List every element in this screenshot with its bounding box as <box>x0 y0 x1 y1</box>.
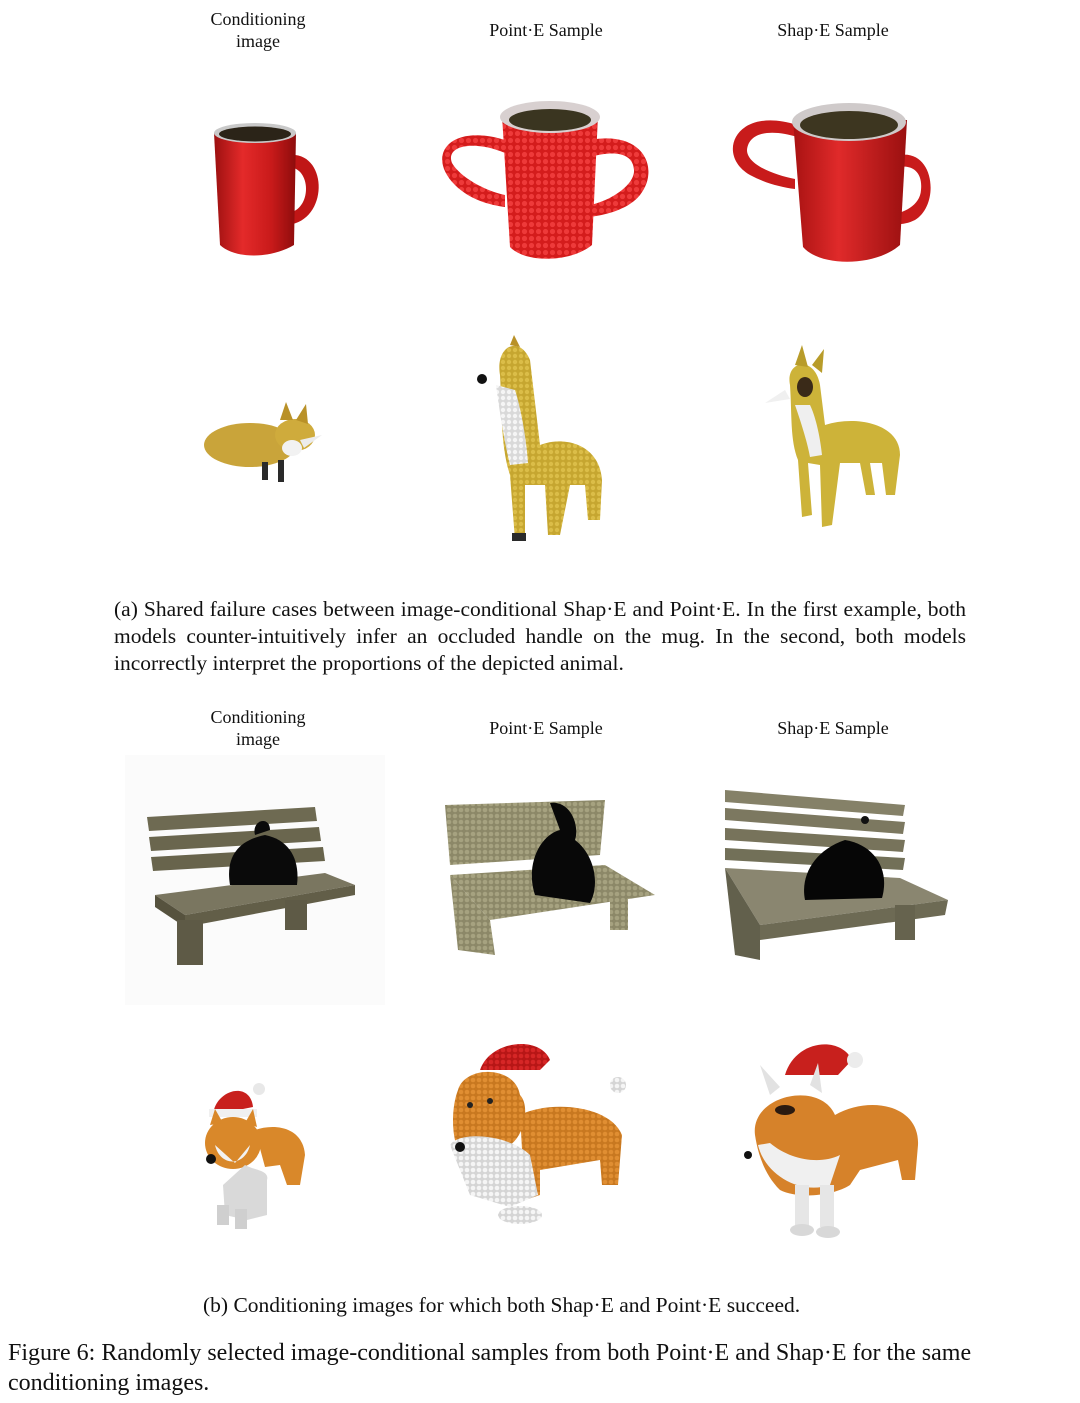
shap-e-sample-corgi-hat <box>740 1035 925 1250</box>
panel-b-header-shap-e: Shap·E Sample <box>777 718 889 738</box>
panel-a-header-shap-e: Shap·E Sample <box>777 20 889 40</box>
header-line: image <box>236 729 280 749</box>
shap-e-sample-mug <box>725 95 940 270</box>
panel-b-header-conditioning <box>188 706 328 750</box>
panel-b-caption: (b) Conditioning images for which both Shap·E and Point·E succeed. <box>203 1293 801 1317</box>
point-e-sample-bench <box>440 795 665 965</box>
conditioning-image-corgi <box>200 400 325 490</box>
panel-b-header-point-e: Point·E Sample <box>489 718 603 738</box>
point-e-sample-mug <box>430 95 660 265</box>
header-line: Conditioning <box>210 707 306 727</box>
shap-e-sample-corgi <box>760 345 910 535</box>
point-e-sample-corgi-hat <box>440 1035 640 1230</box>
conditioning-image-bench <box>125 755 385 1005</box>
header-line: Conditioning <box>210 9 306 29</box>
panel-a-header-conditioning <box>188 8 328 52</box>
shap-e-sample-bench <box>720 780 955 970</box>
conditioning-image-corgi-hat <box>195 1075 310 1235</box>
panel-a-header-point-e: Point·E Sample <box>489 20 603 40</box>
header-line: image <box>236 31 280 51</box>
conditioning-image-mug <box>200 115 330 265</box>
point-e-sample-corgi <box>470 335 610 550</box>
figure-caption: Figure 6: Randomly selected image-conditional samples from both Point·E and Shap·E for the same conditioning images. <box>8 1340 972 1396</box>
panel-a-caption: (a) Shared failure cases between image-conditional Shap·E and Point·E. In the first example, both models counter-intuitively infer an occluded handle on the mug. In the second, both models incorrectly interpret the proportions of the depicted animal. <box>114 597 966 675</box>
